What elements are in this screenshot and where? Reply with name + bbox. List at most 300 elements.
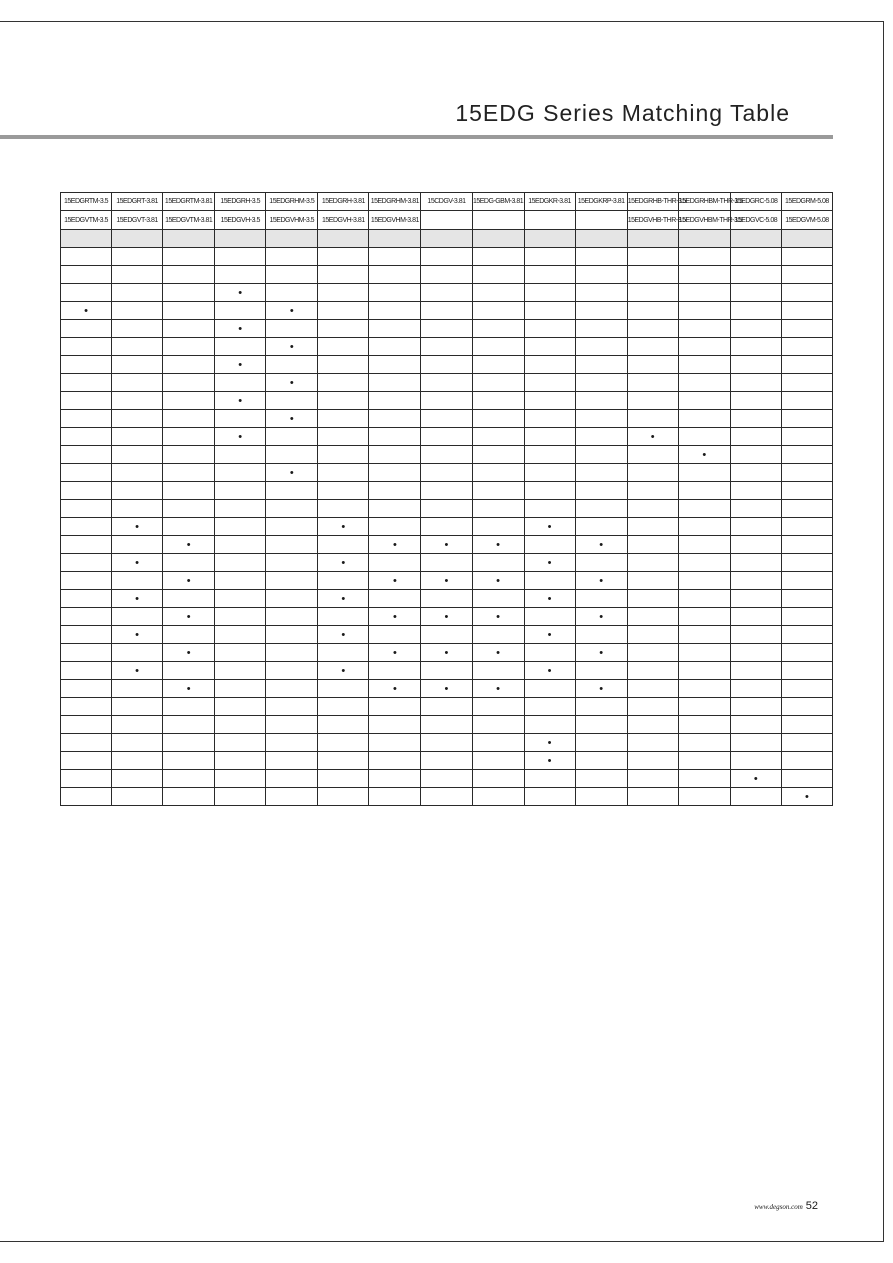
table-cell [61, 554, 112, 572]
table-cell [163, 374, 215, 392]
match-dot-cell: • [266, 302, 318, 320]
table-cell [61, 608, 112, 626]
table-cell [472, 392, 524, 410]
table-cell [678, 590, 730, 608]
shaded-cell [369, 230, 421, 248]
table-cell [524, 356, 575, 374]
table-cell [215, 536, 266, 554]
table-cell [266, 752, 318, 770]
table-cell [627, 392, 678, 410]
table-row [61, 788, 833, 806]
table-cell [215, 518, 266, 536]
table-cell [61, 770, 112, 788]
match-dot-cell: • [421, 536, 472, 554]
table-cell [781, 464, 832, 482]
table-cell [627, 302, 678, 320]
table-cell [421, 752, 472, 770]
table-cell [678, 554, 730, 572]
table-cell [318, 410, 369, 428]
table-cell [524, 698, 575, 716]
table-cell [678, 572, 730, 590]
table-cell [318, 482, 369, 500]
table-cell [524, 788, 575, 806]
table-cell [61, 338, 112, 356]
table-row [61, 644, 833, 662]
table-cell [112, 482, 163, 500]
table-cell [318, 374, 369, 392]
table-cell [318, 356, 369, 374]
match-dot-cell: • [266, 464, 318, 482]
table-cell [266, 356, 318, 374]
header-cell: 15EDGRTM-3.5 [61, 193, 112, 211]
page-title: 15EDG Series Matching Table [455, 100, 790, 126]
table-cell [215, 302, 266, 320]
match-dot-cell: • [61, 302, 112, 320]
table-cell [369, 392, 421, 410]
header-cell: 15EDGVHM-3.81 [369, 211, 421, 230]
table-cell [627, 410, 678, 428]
table-cell [730, 572, 781, 590]
match-dot-cell: • [472, 536, 524, 554]
table-cell [678, 608, 730, 626]
table-cell [472, 338, 524, 356]
table-cell [61, 356, 112, 374]
table-cell [627, 680, 678, 698]
table-cell [524, 716, 575, 734]
table-cell [472, 770, 524, 788]
table-row [61, 572, 833, 590]
table-cell [318, 338, 369, 356]
match-dot-cell: • [421, 572, 472, 590]
table-cell [163, 554, 215, 572]
table-cell [112, 716, 163, 734]
match-dot-cell: • [163, 572, 215, 590]
table-cell [678, 752, 730, 770]
match-dot-cell: • [163, 536, 215, 554]
table-cell [163, 788, 215, 806]
table-cell [472, 320, 524, 338]
header-cell: 15EDGRM-5.08 [781, 193, 832, 211]
table-cell [421, 626, 472, 644]
table-cell [730, 680, 781, 698]
table-cell [730, 482, 781, 500]
table-cell [369, 266, 421, 284]
table-cell [730, 410, 781, 428]
table-cell [730, 518, 781, 536]
table-cell [627, 320, 678, 338]
table-cell [369, 356, 421, 374]
table-cell [678, 698, 730, 716]
table-cell [575, 464, 627, 482]
table-cell [781, 248, 832, 266]
table-cell [472, 284, 524, 302]
table-cell [163, 356, 215, 374]
table-cell [627, 338, 678, 356]
shaded-cell [678, 230, 730, 248]
shaded-cell [163, 230, 215, 248]
table-cell [215, 662, 266, 680]
match-dot-cell: • [524, 590, 575, 608]
table-cell [266, 770, 318, 788]
table-cell [163, 248, 215, 266]
table-cell [472, 752, 524, 770]
table-cell [215, 734, 266, 752]
table-cell [61, 662, 112, 680]
table-cell [678, 536, 730, 554]
match-dot-cell: • [112, 662, 163, 680]
table-cell [627, 572, 678, 590]
table-cell [369, 770, 421, 788]
table-cell [730, 698, 781, 716]
table-cell [627, 356, 678, 374]
shaded-cell [627, 230, 678, 248]
table-cell [369, 788, 421, 806]
table-cell [730, 608, 781, 626]
table-cell [266, 248, 318, 266]
table-cell [678, 338, 730, 356]
table-row [61, 716, 833, 734]
table-cell [266, 698, 318, 716]
table-row [61, 464, 833, 482]
table-cell [730, 266, 781, 284]
table-cell [781, 572, 832, 590]
table-cell [730, 644, 781, 662]
table-row [61, 446, 833, 464]
header-cell: 15CDGV-3.81 [421, 193, 472, 211]
table-cell [112, 572, 163, 590]
table-cell [421, 518, 472, 536]
table-cell [266, 320, 318, 338]
table-cell [781, 698, 832, 716]
table-cell [730, 590, 781, 608]
table-cell [163, 428, 215, 446]
table-cell [266, 500, 318, 518]
table-cell [678, 302, 730, 320]
table-row [61, 500, 833, 518]
header-cell: 15EDGRHM-3.81 [369, 193, 421, 211]
table-cell [730, 428, 781, 446]
table-cell [369, 554, 421, 572]
match-dot-cell: • [112, 590, 163, 608]
table-cell [730, 536, 781, 554]
table-cell [369, 482, 421, 500]
table-cell [318, 500, 369, 518]
table-row [61, 518, 833, 536]
table-cell [575, 734, 627, 752]
table-cell [781, 356, 832, 374]
header-cell: 15EDGVHM-3.5 [266, 211, 318, 230]
table-row [61, 536, 833, 554]
match-dot-cell: • [266, 410, 318, 428]
table-cell [318, 248, 369, 266]
header-cell: 15EDGRHB-THR-3.5 [627, 193, 678, 211]
table-cell [627, 626, 678, 644]
table-cell [781, 680, 832, 698]
table-row [61, 248, 833, 266]
table-cell [318, 680, 369, 698]
table-row [61, 356, 833, 374]
table-cell [266, 716, 318, 734]
match-dot-cell: • [163, 608, 215, 626]
table-cell [472, 590, 524, 608]
header-cell: 15EDGRH-3.5 [215, 193, 266, 211]
table-cell [61, 284, 112, 302]
match-dot-cell: • [318, 590, 369, 608]
table-cell [61, 266, 112, 284]
table-cell [678, 428, 730, 446]
table-cell [575, 716, 627, 734]
table-cell [369, 248, 421, 266]
table-cell [575, 500, 627, 518]
match-dot-cell: • [678, 446, 730, 464]
table-cell [781, 374, 832, 392]
table-cell [575, 662, 627, 680]
table-cell [318, 788, 369, 806]
match-dot-cell: • [266, 374, 318, 392]
table-cell [112, 446, 163, 464]
table-cell [61, 374, 112, 392]
table-cell [421, 662, 472, 680]
table-cell [472, 626, 524, 644]
table-cell [575, 266, 627, 284]
table-cell [678, 734, 730, 752]
table-cell [575, 788, 627, 806]
header-cell [472, 211, 524, 230]
table-cell [421, 698, 472, 716]
table-cell [215, 338, 266, 356]
table-cell [369, 716, 421, 734]
table-cell [369, 320, 421, 338]
table-cell [369, 302, 421, 320]
match-dot-cell: • [112, 554, 163, 572]
table-cell [369, 590, 421, 608]
table-cell [112, 320, 163, 338]
table-cell [163, 698, 215, 716]
table-cell [472, 302, 524, 320]
table-cell [730, 284, 781, 302]
table-cell [112, 680, 163, 698]
table-cell [215, 374, 266, 392]
table-cell [215, 608, 266, 626]
table-cell [730, 716, 781, 734]
table-cell [318, 284, 369, 302]
table-cell [781, 536, 832, 554]
table-cell [215, 698, 266, 716]
table-cell [472, 788, 524, 806]
table-cell [369, 518, 421, 536]
match-dot-cell: • [266, 338, 318, 356]
table-cell [627, 716, 678, 734]
match-dot-cell: • [112, 518, 163, 536]
table-cell [730, 662, 781, 680]
table-cell [266, 446, 318, 464]
table-cell [781, 338, 832, 356]
table-cell [575, 698, 627, 716]
header-cell: 15EDGVHBM-THR-3.5 [678, 211, 730, 230]
table-cell [112, 392, 163, 410]
header-cell: 15EDGVH-3.5 [215, 211, 266, 230]
table-cell [730, 500, 781, 518]
table-cell [369, 500, 421, 518]
table-row [61, 338, 833, 356]
table-cell [163, 662, 215, 680]
table-cell [781, 428, 832, 446]
shaded-cell [781, 230, 832, 248]
table-cell [678, 644, 730, 662]
table-cell [421, 302, 472, 320]
table-cell [61, 680, 112, 698]
match-dot-cell: • [730, 770, 781, 788]
table-cell [318, 266, 369, 284]
table-cell [678, 266, 730, 284]
table-cell [266, 392, 318, 410]
table-cell [369, 734, 421, 752]
table-cell [524, 428, 575, 446]
table-cell [421, 266, 472, 284]
header-cell [421, 211, 472, 230]
table-cell [112, 356, 163, 374]
table-cell [781, 752, 832, 770]
table-cell [627, 284, 678, 302]
table-cell [472, 554, 524, 572]
table-cell [215, 500, 266, 518]
match-dot-cell: • [524, 518, 575, 536]
match-dot-cell: • [472, 680, 524, 698]
table-cell [524, 482, 575, 500]
table-cell [112, 266, 163, 284]
table-row [61, 302, 833, 320]
table-cell [575, 284, 627, 302]
table-cell [472, 266, 524, 284]
table-cell [163, 482, 215, 500]
table-cell [678, 356, 730, 374]
table-cell [163, 734, 215, 752]
table-cell [575, 302, 627, 320]
table-cell [781, 662, 832, 680]
table-cell [678, 518, 730, 536]
table-cell [112, 608, 163, 626]
header-cell: 15EDGVC-5.08 [730, 211, 781, 230]
table-cell [112, 752, 163, 770]
table-cell [61, 572, 112, 590]
table-cell [575, 482, 627, 500]
table-cell [678, 392, 730, 410]
table-cell [781, 266, 832, 284]
table-cell [472, 410, 524, 428]
shaded-cell [472, 230, 524, 248]
table-cell [61, 500, 112, 518]
table-cell [266, 680, 318, 698]
table-cell [524, 500, 575, 518]
table-cell [112, 770, 163, 788]
table-cell [163, 464, 215, 482]
table-cell [678, 770, 730, 788]
table-cell [524, 392, 575, 410]
table-cell [781, 410, 832, 428]
table-cell [163, 320, 215, 338]
table-cell [472, 428, 524, 446]
table-cell [781, 446, 832, 464]
table-cell [730, 464, 781, 482]
table-cell [61, 716, 112, 734]
table-cell [627, 500, 678, 518]
header-row-2 [61, 211, 833, 230]
table-cell [318, 770, 369, 788]
match-dot-cell: • [163, 644, 215, 662]
match-dot-cell: • [575, 572, 627, 590]
table-cell [524, 644, 575, 662]
table-cell [163, 590, 215, 608]
table-cell [575, 374, 627, 392]
table-cell [61, 698, 112, 716]
table-cell [678, 788, 730, 806]
table-cell [575, 590, 627, 608]
table-cell [781, 554, 832, 572]
match-dot-cell: • [627, 428, 678, 446]
table-cell [61, 428, 112, 446]
table-cell [730, 356, 781, 374]
table-cell [61, 536, 112, 554]
table-cell [730, 392, 781, 410]
table-cell [61, 464, 112, 482]
table-cell [575, 626, 627, 644]
table-cell [627, 554, 678, 572]
match-dot-cell: • [524, 662, 575, 680]
table-cell [112, 284, 163, 302]
table-cell [781, 500, 832, 518]
table-cell [266, 644, 318, 662]
table-cell [472, 662, 524, 680]
table-cell [524, 770, 575, 788]
table-cell [575, 338, 627, 356]
table-cell [215, 554, 266, 572]
table-cell [627, 644, 678, 662]
table-cell [421, 392, 472, 410]
table-cell [318, 698, 369, 716]
table-cell [730, 248, 781, 266]
table-cell [112, 698, 163, 716]
table-cell [421, 338, 472, 356]
match-dot-cell: • [369, 536, 421, 554]
shaded-cell [215, 230, 266, 248]
table-cell [215, 248, 266, 266]
table-cell [472, 482, 524, 500]
table-cell [112, 464, 163, 482]
table-cell [61, 644, 112, 662]
table-cell [163, 518, 215, 536]
table-cell [61, 518, 112, 536]
table-cell [627, 518, 678, 536]
table-cell [575, 392, 627, 410]
match-dot-cell: • [421, 680, 472, 698]
table-cell [524, 680, 575, 698]
table-cell [112, 428, 163, 446]
table-row [61, 320, 833, 338]
table-cell [112, 644, 163, 662]
table-cell [472, 374, 524, 392]
table-cell [318, 536, 369, 554]
match-dot-cell: • [215, 392, 266, 410]
table-cell [575, 410, 627, 428]
header-cell: 15EDGVM-5.08 [781, 211, 832, 230]
table-cell [266, 284, 318, 302]
table-cell [266, 626, 318, 644]
table-cell [215, 770, 266, 788]
table-cell [421, 590, 472, 608]
table-row [61, 428, 833, 446]
table-cell [524, 302, 575, 320]
table-cell [524, 446, 575, 464]
